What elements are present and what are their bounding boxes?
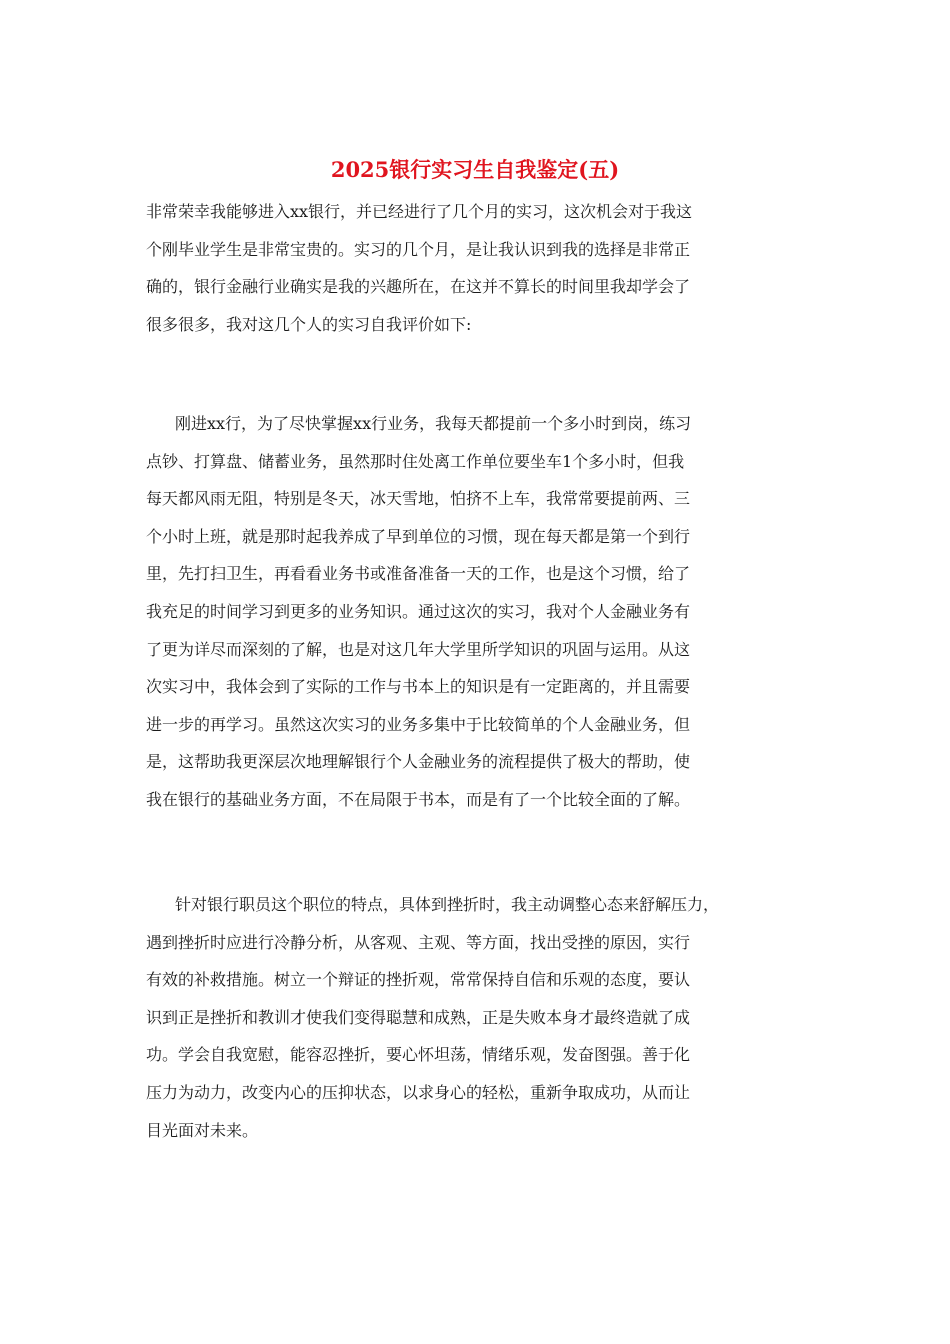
paragraph-line: 里，先打扫卫生，再看看业务书或准备准备一天的工作，也是这个习惯，给了 xyxy=(146,564,691,584)
paragraph-handling-setbacks xyxy=(146,886,836,1149)
paragraph-line: 进一步的再学习。虽然这次实习的业务多集中于比较简单的个人金融业务，但 xyxy=(146,714,691,734)
paragraph-line: 压力为动力，改变内心的压抑状态，以求身心的轻松，重新争取成功，从而让 xyxy=(146,1082,691,1102)
paragraph-line: 识到正是挫折和教训才使我们变得聪慧和成熟，正是失败本身才最终造就了成 xyxy=(146,1007,691,1027)
paragraph-line: 确的，银行金融行业确实是我的兴趣所在，在这并不算长的时间里我却学会了 xyxy=(146,277,691,297)
paragraph-line: 个小时上班，就是那时起我养成了早到单位的习惯，现在每天都是第一个到行 xyxy=(146,526,691,546)
paragraph-line: 每天都风雨无阻，特别是冬天，冰天雪地，怕挤不上车，我常常要提前两、三 xyxy=(146,489,691,509)
paragraph-line: 有效的补救措施。树立一个辩证的挫折观，常常保持自信和乐观的态度，要认 xyxy=(146,970,691,990)
paragraph-line: 是，这帮助我更深层次地理解银行个人金融业务的流程提供了极大的帮助，使 xyxy=(146,752,691,772)
paragraph-line: 次实习中，我体会到了实际的工作与书本上的知识是有一定距离的，并且需要 xyxy=(146,677,691,697)
paragraph-line: 了更为详尽而深刻的了解，也是对这几年大学里所学知识的巩固与运用。从这 xyxy=(146,639,691,659)
paragraph-line: 个刚毕业学生是非常宝贵的。实习的几个月，是让我认识到我的选择是非常正 xyxy=(146,239,691,259)
paragraph-line: 刚进xx行，为了尽快掌握xx行业务，我每天都提前一个多小时到岗，练习 xyxy=(175,414,692,433)
paragraph-line: 非常荣幸我能够进入xx银行，并已经进行了几个月的实习，这次机会对于我这 xyxy=(146,202,693,221)
paragraph-intro xyxy=(146,193,836,343)
paragraph-line: 很多很多，我对这几个人的实习自我评价如下: xyxy=(146,314,472,334)
paragraph-line: 我充足的时间学习到更多的业务知识。通过这次的实习，我对个人金融业务有 xyxy=(146,601,691,621)
paragraph-line: 遇到挫折时应进行冷静分析，从客观、主观、等方面，找出受挫的原因，实行 xyxy=(146,932,691,952)
paragraph-work-habits xyxy=(146,405,836,819)
paragraph-line: 点钞、打算盘、储蓄业务，虽然那时住处离工作单位要坐车1个多小时，但我 xyxy=(146,451,685,471)
paragraph-line: 我在银行的基础业务方面，不在局限于书本，而是有了一个比较全面的了解。 xyxy=(146,789,691,809)
document-title: 2025银行实习生自我鉴定(五) xyxy=(330,157,620,182)
paragraph-line: 针对银行职员这个职位的特点，具体到挫折时，我主动调整心态来舒解压力， xyxy=(175,895,720,914)
paragraph-line: 目光面对未来。 xyxy=(146,1120,259,1140)
paragraph-line: 功。学会自我宽慰，能容忍挫折，要心怀坦荡，情绪乐观，发奋图强。善于化 xyxy=(146,1045,691,1065)
